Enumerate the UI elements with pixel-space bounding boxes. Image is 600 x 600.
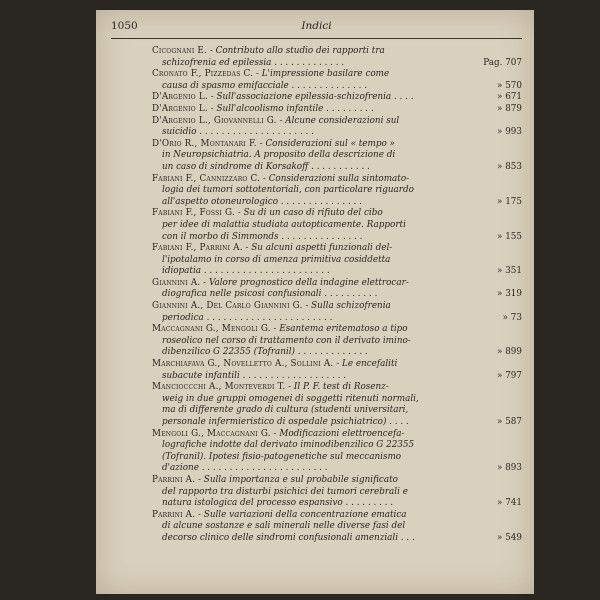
entry-line — [152, 405, 522, 417]
entry-authors: Mancioccchi A., Monteverdi T. — [152, 382, 286, 393]
entry-authors: Parrini A. — [152, 474, 196, 485]
entry-line — [152, 463, 522, 475]
entry-title: - Considerazioni sulla sintomato- — [260, 173, 410, 184]
entry-title: - L'impressione basilare come — [253, 69, 390, 80]
entry-title: roseolico nel corso di trattamento con il derivato imino- — [162, 335, 411, 346]
index-entry — [152, 301, 522, 324]
index-entry — [152, 139, 522, 174]
entry-line — [152, 533, 522, 545]
leader-dots: . . . . . . . . . . . . . — [295, 347, 368, 358]
index-entry — [152, 104, 522, 116]
entry-line — [152, 139, 522, 151]
entry-title: all'aspetto otoneurologico — [162, 196, 278, 207]
section-title: Indici — [301, 20, 332, 32]
entry-title: per idee di malattia studiata autopticamente. Rapporti — [162, 219, 406, 230]
index-entry — [152, 208, 522, 243]
leader-dots: . . . . . . . . . — [342, 498, 394, 509]
entry-title: in Neuropsichiatria. A proposito della descrizione di — [162, 150, 396, 161]
entry-line — [152, 452, 522, 464]
leader-dots: . . . . . . . . . . . . . . . . . . . — [239, 370, 347, 381]
entry-page-number: » 893 — [497, 463, 522, 474]
entry-line — [152, 382, 522, 394]
entry-title: logia dei tumori sottotentoriali, con particolare riguardo — [162, 185, 414, 196]
entry-line — [152, 475, 522, 487]
entry-title: decorso clinico delle sindromi confusionali amenziali — [162, 532, 399, 543]
index-entry — [152, 243, 522, 278]
entry-page-number: » 993 — [497, 127, 522, 138]
entry-title: - Valore prognostico della indagine elettrocar- — [200, 277, 409, 288]
entry-page-number: » 549 — [497, 532, 522, 543]
entry-title: - Su alcuni aspetti funzionali del- — [242, 243, 393, 254]
entry-line — [152, 81, 522, 93]
entry-page-number: » 879 — [497, 103, 522, 114]
entry-title: ma di differente grado di cultura (studenti universitari, — [162, 405, 409, 416]
entry-page-number: » 587 — [497, 417, 522, 427]
entry-line — [152, 487, 522, 499]
entry-line — [152, 69, 522, 81]
entry-line — [152, 394, 522, 406]
entry-title: weig in due gruppi omogenei di soggetti ritenuti normali, — [162, 393, 419, 404]
entry-line — [152, 301, 522, 313]
entry-title: diografica nelle psicosi confusionali — [162, 289, 322, 300]
index-entry — [152, 429, 522, 475]
entry-title: causa di spasmo emifacciale — [162, 80, 289, 91]
entry-line — [152, 174, 522, 186]
entry-authors: Fabiani F., Parrini A. — [152, 243, 243, 254]
entry-line — [152, 440, 522, 452]
entry-title: dibenzilico G 22355 (Tofranil) — [162, 347, 295, 358]
leader-dots: . . . . . . . . . . . . . . . — [278, 231, 363, 242]
index-entry — [152, 382, 522, 428]
index-entry — [152, 116, 522, 139]
entry-title: un caso di sindrome di Korsakoff — [162, 161, 309, 172]
entry-line — [152, 255, 522, 267]
entry-line — [152, 150, 522, 162]
entry-line — [152, 278, 522, 290]
entry-page-number: » 351 — [497, 266, 522, 277]
entry-title: - Contributo allo studio dei rapporti tra — [207, 46, 385, 56]
entry-line — [152, 208, 522, 220]
entry-title: idiopatia — [162, 266, 202, 277]
leader-dots: . . . . . . . . . . . . . . . — [278, 196, 362, 207]
entry-line — [152, 417, 522, 429]
entry-title: - Sull'alcoolismo infantile — [207, 103, 324, 114]
entry-line — [152, 510, 522, 522]
leader-dots: . . . . . . . . . . . . . . — [288, 80, 368, 91]
leader-dots: . . . . . . . . . . . . . . . . . . . . . . . — [203, 312, 333, 323]
page-number: 1050 — [111, 20, 138, 32]
entry-authors: Fabiani F., Fossi G. — [152, 208, 235, 219]
entry-authors: D'Argenio L. — [152, 92, 208, 103]
leader-dots: . . . . . . . . . . . . . . . . . . . . . . . — [198, 463, 328, 474]
entry-title: l'ipotalamo in corso di amenza primitiva cosiddetta — [162, 254, 391, 265]
entry-title: - Alcune considerazioni sul — [276, 115, 400, 126]
entry-title: d'azione — [162, 463, 199, 474]
index-entry — [152, 92, 522, 104]
leader-dots: . . . . . . . . . . . . . . . . . . . . . . . — [201, 266, 330, 277]
index-entry — [152, 174, 522, 209]
entry-line — [152, 220, 522, 232]
entry-line — [152, 116, 522, 128]
entry-authors: Cronato F., Pizzedas C. — [152, 69, 254, 80]
entry-title: con il morbo di Simmonds — [162, 231, 279, 242]
entry-title: - Esantema eritematoso a tipo — [270, 324, 408, 335]
leader-dots: . . . — [398, 532, 415, 543]
leader-dots: . . . . . . . . . . . . . . . . . . . . . — [196, 127, 314, 138]
entry-authors: Giannini A. — [152, 277, 201, 288]
entry-page-number: » 570 — [497, 80, 522, 91]
entry-line — [152, 162, 522, 174]
entry-line — [152, 92, 522, 104]
entry-title: natura istologica del processo espansivo — [162, 498, 343, 509]
entry-authors: Marchiafava G., Novelletto A., Sollini A. — [152, 359, 334, 370]
entry-authors: D'Argenio L., Giovannelli G. — [152, 115, 277, 126]
entry-title: del rapporto tra disturbi psichici dei tumori cerebrali e — [162, 486, 408, 497]
entry-authors: Maccagnani G., Mengoli G. — [152, 324, 271, 335]
index-entry — [152, 359, 522, 382]
entry-authors: Cicognani E. — [152, 46, 208, 56]
index-entry — [152, 510, 522, 545]
entry-page-number: » 797 — [497, 370, 522, 381]
entry-title: - Sulle variazioni della concentrazione ematica — [195, 509, 407, 520]
entry-title: - Considerazioni sul « tempo » — [256, 138, 395, 149]
entry-title: (Tofranil). Ipotesi fisio-patogenetiche sul meccanismo — [162, 451, 402, 462]
entry-authors: Fabiani F., Cannizzaro C. — [152, 173, 261, 184]
entry-title: - Sull'associazione epilessia-schizofrenia — [207, 92, 392, 103]
entry-title: - Le encefaliti — [333, 359, 398, 370]
entry-title: personale infermieristico di ospedale psichiatrico) — [162, 417, 387, 427]
running-head — [111, 20, 522, 36]
entry-page-number: » 73 — [502, 312, 522, 323]
book-page — [96, 10, 534, 594]
entry-title: suicidio — [162, 127, 197, 138]
leader-dots: . . . . — [386, 417, 409, 427]
entry-line — [152, 104, 522, 116]
entry-authors: D'Argenio L. — [152, 103, 208, 114]
entry-title: - Modificazioni elettroencefa- — [270, 428, 405, 439]
entry-title: - Sulla importanza e sul probabile significato — [195, 474, 398, 485]
entry-line — [152, 336, 522, 348]
leader-dots: . . . . . . . . . . . — [308, 161, 370, 172]
leader-dots: . . . . — [391, 92, 414, 103]
entry-authors: Giannini A., Del Carlo Giannini G. — [152, 301, 303, 312]
entry-page-number: » 155 — [497, 231, 522, 242]
leader-dots: . . . . . . . . . — [323, 103, 374, 114]
entry-title: - Su di un caso di rifiuto del cibo — [234, 208, 383, 219]
entry-line — [152, 313, 522, 325]
entry-page-number: » 671 — [497, 92, 522, 103]
entry-line — [152, 289, 522, 301]
entry-page-number: » 853 — [497, 161, 522, 172]
entry-line — [152, 58, 522, 70]
entry-title: - Il P. F. test di Rosenz- — [285, 382, 389, 393]
entry-page-number: » 899 — [497, 347, 522, 358]
entry-line — [152, 347, 522, 359]
entry-line — [152, 359, 522, 371]
entry-title: - Sulla schizofrenia — [302, 301, 391, 312]
index-entry — [152, 324, 522, 359]
entry-line — [152, 197, 522, 209]
entry-line — [152, 521, 522, 533]
entry-title: lografiche indotte dal derivato iminodibenzilico G 22355 — [162, 440, 415, 451]
leader-dots: . . . . . . . . . . . . . — [271, 57, 345, 68]
entry-line — [152, 185, 522, 197]
entry-line — [152, 429, 522, 441]
index-entries — [152, 46, 522, 545]
entry-line — [152, 498, 522, 510]
entry-page-number: Pag. 707 — [483, 57, 522, 68]
entry-line — [152, 324, 522, 336]
index-entry — [152, 69, 522, 92]
header-rule — [111, 38, 522, 39]
entry-authors: Mengoli G., Maccagnani G. — [152, 428, 271, 439]
entry-line — [152, 266, 522, 278]
leader-dots: . . . . . . . . . . — [321, 289, 378, 300]
entry-title: schizofrenia ed epilessia — [162, 57, 272, 68]
entry-line — [152, 232, 522, 244]
entry-line — [152, 46, 522, 58]
entry-line — [152, 243, 522, 255]
entry-page-number: » 319 — [497, 289, 522, 300]
index-entry — [152, 46, 522, 69]
entry-page-number: » 741 — [497, 498, 522, 509]
index-entry — [152, 278, 522, 301]
entry-title: periodica — [162, 312, 204, 323]
entry-authors: Parrini A. — [152, 509, 196, 520]
index-entry — [152, 475, 522, 510]
entry-page-number: » 175 — [497, 196, 522, 207]
entry-title: subacute infantili — [162, 370, 240, 381]
entry-authors: D'Orio R., Montanari F. — [152, 138, 257, 149]
entry-line — [152, 127, 522, 139]
entry-title: di alcune sostanze e sali minerali nelle diverse fasi del — [162, 521, 406, 532]
entry-line — [152, 371, 522, 383]
